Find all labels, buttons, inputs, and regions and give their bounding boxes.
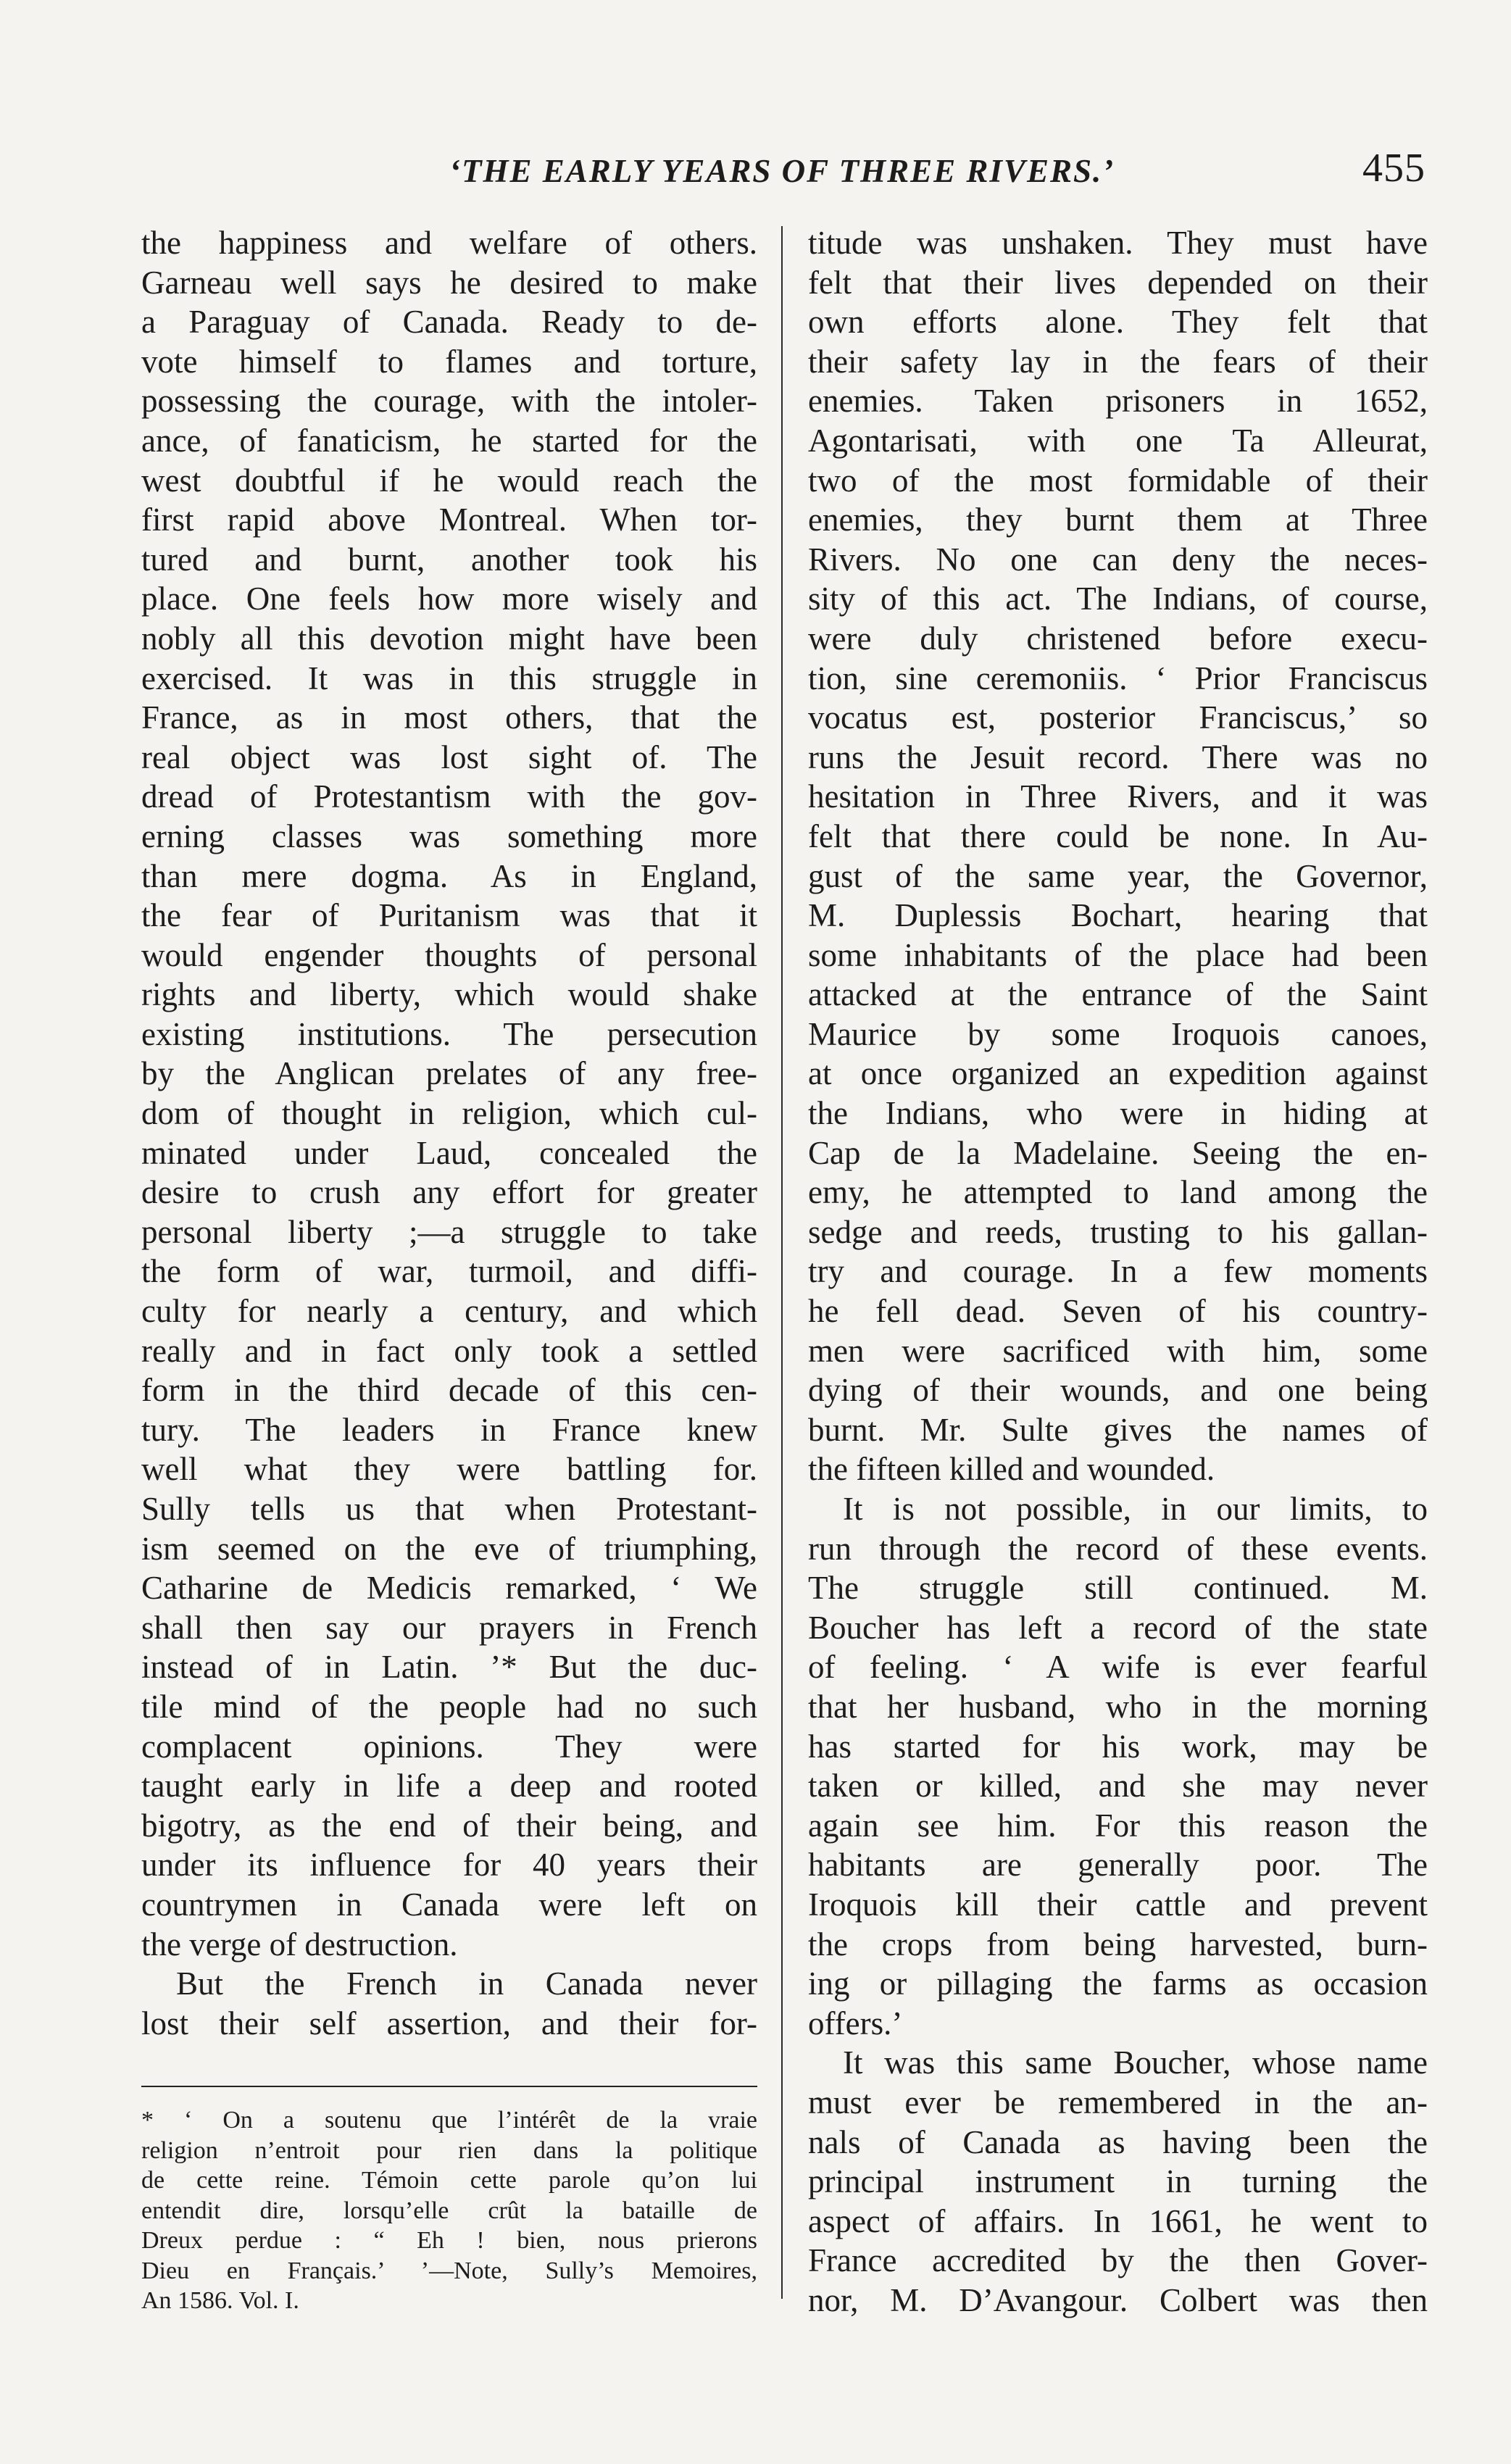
footnote-line: Dieu en Français.’ ’—Note, Sully’s Memoires,	[141, 2257, 757, 2284]
text-line: aspect of affairs. In 1661, he went to	[808, 2202, 1428, 2239]
text-line: under its influence for 40 years their	[141, 1847, 757, 1884]
right-column	[808, 223, 1428, 2320]
text-line: really and in fact only took a settled	[141, 1332, 757, 1369]
text-line: the fear of Puritanism was that it	[141, 897, 757, 934]
text-line: place. One feels how more wisely and	[141, 580, 757, 617]
text-line: that her husband, who in the morning	[808, 1688, 1428, 1725]
text-line: Rivers. No one can deny the neces-	[808, 541, 1428, 578]
text-line: tile mind of the people had no such	[141, 1688, 757, 1725]
text-line: instead of in Latin. ’* But the duc-	[141, 1649, 757, 1686]
text-line: were duly christened before execu-	[808, 620, 1428, 657]
text-line: of feeling. ‘ A wife is ever fearful	[808, 1649, 1428, 1686]
text-line: form in the third decade of this cen-	[141, 1372, 757, 1409]
text-line: vocatus est, posterior Franciscus,’ so	[808, 699, 1428, 736]
footnote-line: * ‘ On a soutenu que l’intérêt de la vraie	[141, 2107, 757, 2134]
text-line: culty for nearly a century, and which	[141, 1293, 757, 1330]
text-line: again see him. For this reason the	[808, 1807, 1428, 1844]
text-line: the crops from being harvested, burn-	[808, 1926, 1428, 1963]
text-line: Maurice by some Iroquois canoes,	[808, 1015, 1428, 1052]
text-line: sity of this act. The Indians, of course,	[808, 580, 1428, 617]
text-line: But the French in Canada never	[176, 1965, 757, 2002]
text-line: nobly all this devotion might have been	[141, 620, 757, 657]
text-line: the form of war, turmoil, and diffi-	[141, 1253, 757, 1290]
running-title: ‘THE EARLY YEARS OF THREE RIVERS.’	[449, 153, 1115, 189]
text-line: nals of Canada as having been the	[808, 2123, 1428, 2160]
text-line: men were sacrificed with him, some	[808, 1332, 1428, 1369]
text-line: Agontarisati, with one Ta Alleurat,	[808, 422, 1428, 459]
text-line: It is not possible, in our limits, to	[843, 1491, 1428, 1527]
text-line: at once organized an expedition against	[808, 1055, 1428, 1092]
text-line: tured and burnt, another took his	[141, 541, 757, 578]
footnote-line: entendit dire, lorsqu’elle crût la bataille de	[141, 2197, 757, 2224]
text-line: personal liberty ;—a struggle to take	[141, 1213, 757, 1250]
text-line: ism seemed on the eve of triumphing,	[141, 1530, 757, 1567]
left-column	[141, 223, 757, 2043]
text-line: erning classes was something more	[141, 817, 757, 854]
text-line: the fifteen killed and wounded.	[808, 1451, 1215, 1488]
text-line: Cap de la Madelaine. Seeing the en-	[808, 1134, 1428, 1171]
text-line: Iroquois kill their cattle and prevent	[808, 1886, 1428, 1923]
text-line: emy, he attempted to land among the	[808, 1174, 1428, 1211]
text-line: some inhabitants of the place had been	[808, 936, 1428, 973]
text-line: has started for his work, may be	[808, 1728, 1428, 1765]
text-line: desire to crush any effort for greater	[141, 1174, 757, 1211]
text-line: two of the most formidable of their	[808, 462, 1428, 499]
text-line: offers.’	[808, 2005, 903, 2041]
footnote-line: Dreux perdue : “ Eh ! bien, nous prierons	[141, 2227, 757, 2254]
text-line: ing or pillaging the farms as occasion	[808, 1965, 1428, 2002]
text-line: dread of Protestantism with the gov-	[141, 778, 757, 815]
text-line: M. Duplessis Bochart, hearing that	[808, 897, 1428, 934]
footnote-line: religion n’entroit pour rien dans la politique	[141, 2136, 757, 2164]
text-line: must ever be remembered in the an-	[808, 2084, 1428, 2120]
text-line: Catharine de Medicis remarked, ‘ We	[141, 1570, 757, 1607]
text-line: minated under Laud, concealed the	[141, 1134, 757, 1171]
text-line: the happiness and welfare of others.	[141, 225, 757, 261]
text-line: The struggle still continued. M.	[808, 1570, 1428, 1607]
text-line: than mere dogma. As in England,	[141, 857, 757, 894]
text-line: a Paraguay of Canada. Ready to de-	[141, 304, 757, 341]
text-line: run through the record of these events.	[808, 1530, 1428, 1567]
text-line: Boucher has left a record of the state	[808, 1609, 1428, 1646]
text-line: own efforts alone. They felt that	[808, 304, 1428, 341]
text-line: Sully tells us that when Protestant-	[141, 1491, 757, 1527]
text-line: dom of thought in religion, which cul-	[141, 1095, 757, 1132]
text-line: felt that there could be none. In Au-	[808, 817, 1428, 854]
text-line: taken or killed, and she may never	[808, 1768, 1428, 1805]
text-line: France, as in most others, that the	[141, 699, 757, 736]
text-line: exercised. It was in this struggle in	[141, 659, 757, 696]
text-line: taught early in life a deep and rooted	[141, 1768, 757, 1805]
text-line: well what they were battling for.	[141, 1451, 757, 1488]
text-line: the verge of destruction.	[141, 1926, 458, 1963]
text-line: attacked at the entrance of the Saint	[808, 976, 1428, 1013]
footnote-line: de cette reine. Témoin cette parole qu’on lui	[141, 2167, 757, 2194]
text-line: their safety lay in the fears of their	[808, 343, 1428, 380]
text-line: Garneau well says he desired to make	[141, 264, 757, 301]
text-line: hesitation in Three Rivers, and it was	[808, 778, 1428, 815]
text-line: try and courage. In a few moments	[808, 1253, 1428, 1290]
column-divider	[781, 226, 783, 2299]
text-line: vote himself to flames and torture,	[141, 343, 757, 380]
text-line: sedge and reeds, trusting to his gallan-	[808, 1213, 1428, 1250]
text-line: the Indians, who were in hiding at	[808, 1095, 1428, 1132]
text-line: would engender thoughts of personal	[141, 936, 757, 973]
text-line: habitants are generally poor. The	[808, 1847, 1428, 1884]
text-line: rights and liberty, which would shake	[141, 976, 757, 1013]
text-line: possessing the courage, with the intoler-	[141, 383, 757, 420]
text-line: It was this same Boucher, whose name	[843, 2044, 1428, 2081]
text-line: existing institutions. The persecution	[141, 1015, 757, 1052]
text-line: nor, M. D’Avangour. Colbert was then	[808, 2281, 1428, 2318]
text-line: lost their self assertion, and their for-	[141, 2005, 757, 2041]
text-line: complacent opinions. They were	[141, 1728, 757, 1765]
text-line: tion, sine ceremoniis. ‘ Prior Franciscus	[808, 659, 1428, 696]
text-line: felt that their lives depended on their	[808, 264, 1428, 301]
text-line: dying of their wounds, and one being	[808, 1372, 1428, 1409]
text-line: west doubtful if he would reach the	[141, 462, 757, 499]
text-line: shall then say our prayers in French	[141, 1609, 757, 1646]
text-line: countrymen in Canada were left on	[141, 1886, 757, 1923]
footnote	[141, 2105, 757, 2316]
text-line: titude was unshaken. They must have	[808, 225, 1428, 261]
text-line: enemies. Taken prisoners in 1652,	[808, 383, 1428, 420]
text-line: by the Anglican prelates of any free-	[141, 1055, 757, 1092]
footnote-divider	[141, 2086, 757, 2087]
text-line: ance, of fanaticism, he started for the	[141, 422, 757, 459]
text-line: tury. The leaders in France knew	[141, 1411, 757, 1448]
text-line: gust of the same year, the Governor,	[808, 857, 1428, 894]
footnote-line: An 1586. Vol. I.	[141, 2287, 299, 2314]
text-line: enemies, they burnt them at Three	[808, 501, 1428, 538]
text-line: runs the Jesuit record. There was no	[808, 738, 1428, 775]
text-line: bigotry, as the end of their being, and	[141, 1807, 757, 1844]
text-line: burnt. Mr. Sulte gives the names of	[808, 1411, 1428, 1448]
text-line: he fell dead. Seven of his country-	[808, 1293, 1428, 1330]
text-line: real object was lost sight of. The	[141, 738, 757, 775]
text-line: principal instrument in turning the	[808, 2163, 1428, 2200]
page-number: 455	[1362, 146, 1425, 191]
text-line: first rapid above Montreal. When tor-	[141, 501, 757, 538]
text-line: France accredited by the then Gover-	[808, 2242, 1428, 2279]
